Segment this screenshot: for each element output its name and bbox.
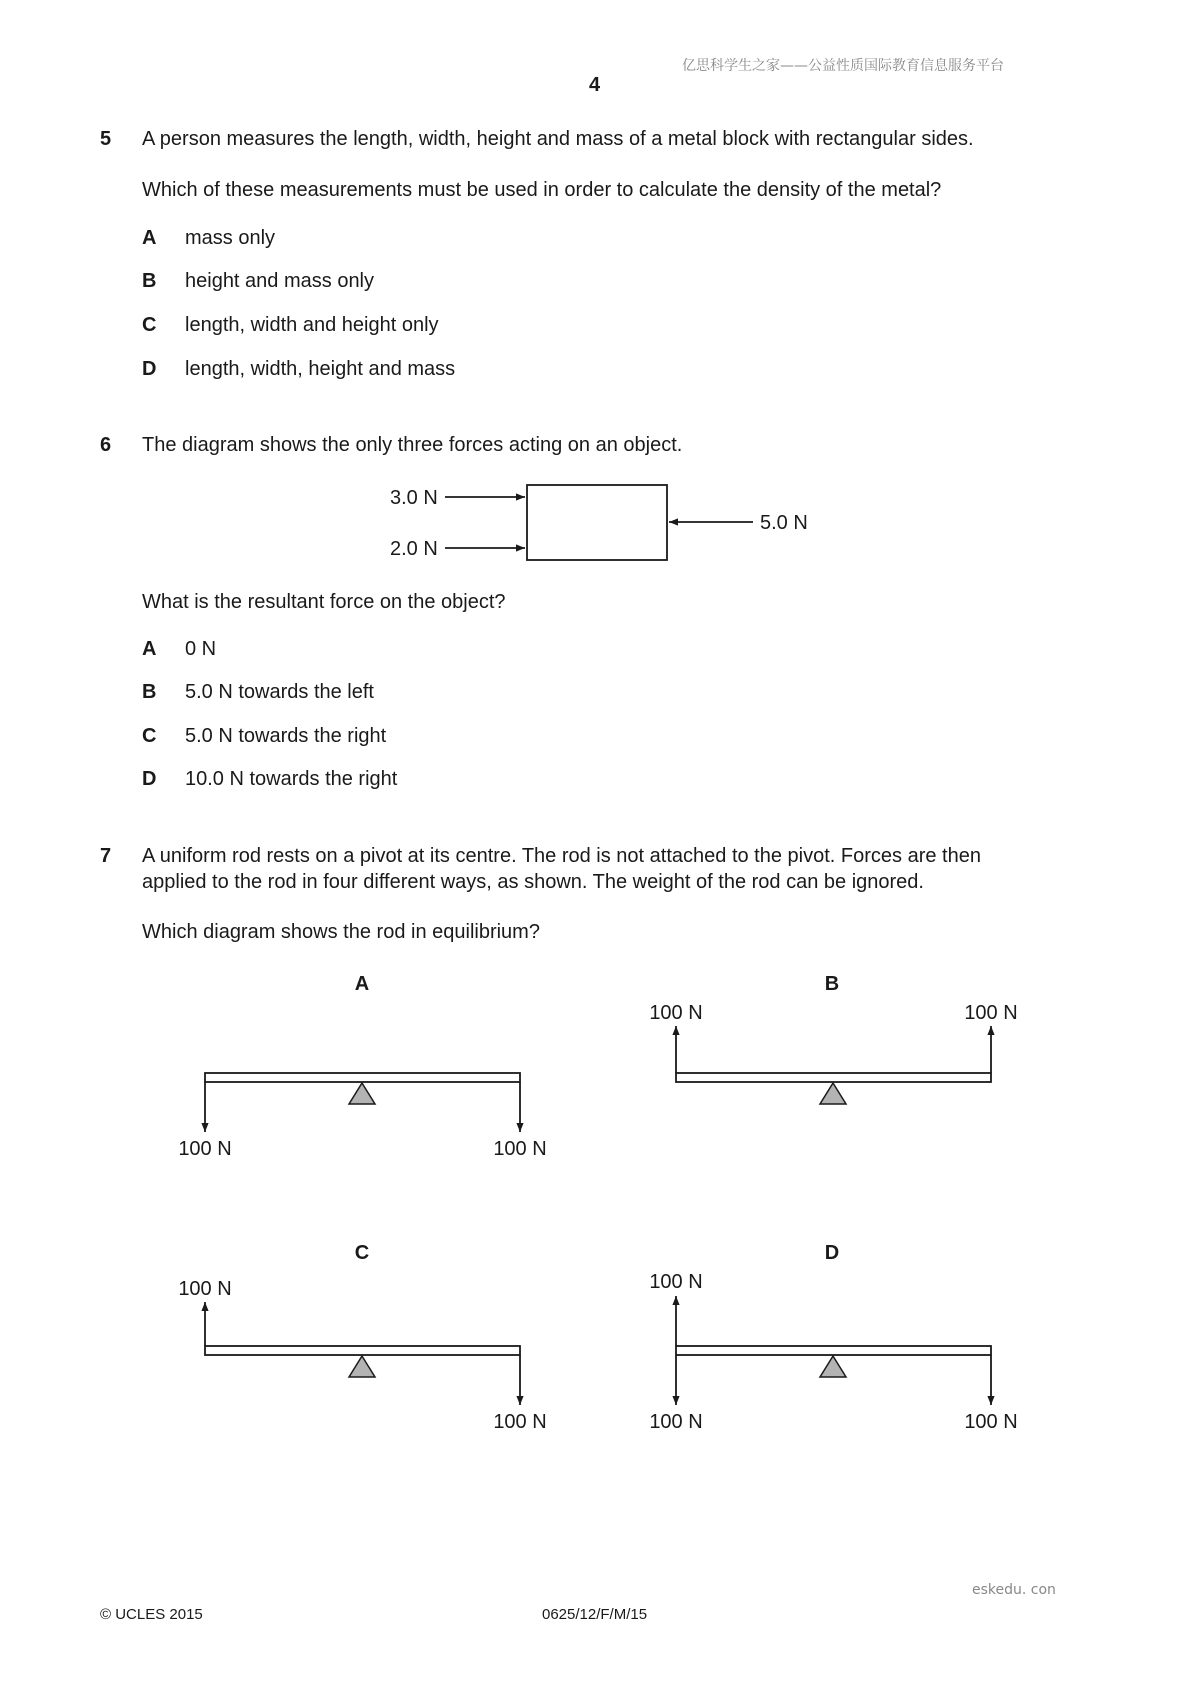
option-letter: B [142, 681, 157, 703]
diagram-b [649, 973, 1017, 1104]
lever-diagrams [0, 960, 1190, 1450]
option-text: 10.0 N towards the right [185, 768, 398, 790]
force-label-right: 100 N [493, 1138, 547, 1160]
option-text: 5.0 N towards the right [185, 725, 387, 747]
option-letter: C [142, 725, 157, 747]
question-number: 5 [100, 128, 112, 150]
question-stem-line-1: A uniform rod rests on a pivot at its centre. The rod is not attached to the pivot. Forces are then [142, 845, 981, 867]
option-text: length, width and height only [185, 314, 439, 336]
force-label-top-left: 3.0 N [390, 487, 438, 509]
rod [676, 1346, 991, 1355]
question-stem: The diagram shows the only three forces acting on an object. [142, 434, 683, 456]
question-prompt: What is the resultant force on the object? [142, 591, 506, 613]
option-text: length, width, height and mass [185, 358, 456, 380]
force-label-right: 100 N [964, 1411, 1018, 1433]
rod [676, 1073, 991, 1082]
diagram-label: A [354, 973, 370, 995]
forces-diagram [360, 470, 830, 580]
site-watermark: eskedu. con [972, 1582, 1056, 1598]
option-letter: D [142, 358, 157, 380]
question-stem: A person measures the length, width, height and mass of a metal block with rectangular sides. [142, 128, 974, 150]
force-label-right: 5.0 N [760, 512, 808, 534]
force-label-right: 100 N [964, 1002, 1018, 1024]
diagram-d [649, 1242, 1017, 1433]
rod [205, 1073, 520, 1082]
diagram-a [178, 973, 546, 1160]
pivot-triangle [820, 1083, 846, 1104]
diagram-label: B [824, 973, 840, 995]
copyright: © UCLES 2015 [100, 1606, 203, 1623]
option-text: height and mass only [185, 270, 375, 292]
option-letter: A [142, 227, 157, 249]
force-label-left: 100 N [649, 1002, 703, 1024]
pivot-triangle [349, 1356, 375, 1377]
question-number: 6 [100, 434, 112, 456]
option-letter: B [142, 270, 157, 292]
question-prompt: Which of these measurements must be used in order to calculate the density of the metal? [142, 179, 942, 201]
question-number: 7 [100, 845, 112, 867]
option-letter: A [142, 638, 157, 660]
rod [205, 1346, 520, 1355]
diagram-c [178, 1242, 546, 1433]
force-label-left-down: 100 N [649, 1411, 703, 1433]
question-stem-line-2: applied to the rod in four different ways, as shown. The weight of the rod can be ignored. [142, 871, 924, 893]
pivot-triangle [820, 1356, 846, 1377]
pivot-triangle [349, 1083, 375, 1104]
force-label-left-up: 100 N [649, 1271, 703, 1293]
watermark-text: 亿思科学生之家——公益性质国际教育信息服务平台 [682, 58, 1004, 74]
force-label-left: 100 N [178, 1138, 232, 1160]
page-number: 4 [589, 74, 601, 96]
paper-code: 0625/12/F/M/15 [542, 1606, 648, 1623]
diagram-label: C [354, 1242, 370, 1264]
option-text: 0 N [185, 638, 217, 660]
diagram-label: D [824, 1242, 840, 1264]
force-label-right: 100 N [493, 1411, 547, 1433]
object-box [527, 485, 667, 560]
option-letter: C [142, 314, 157, 336]
question-prompt: Which diagram shows the rod in equilibrium? [142, 921, 540, 943]
force-label-left: 100 N [178, 1278, 232, 1300]
option-text: mass only [185, 227, 276, 249]
option-letter: D [142, 768, 157, 790]
force-label-bottom-left: 2.0 N [390, 538, 438, 560]
option-text: 5.0 N towards the left [185, 681, 374, 703]
